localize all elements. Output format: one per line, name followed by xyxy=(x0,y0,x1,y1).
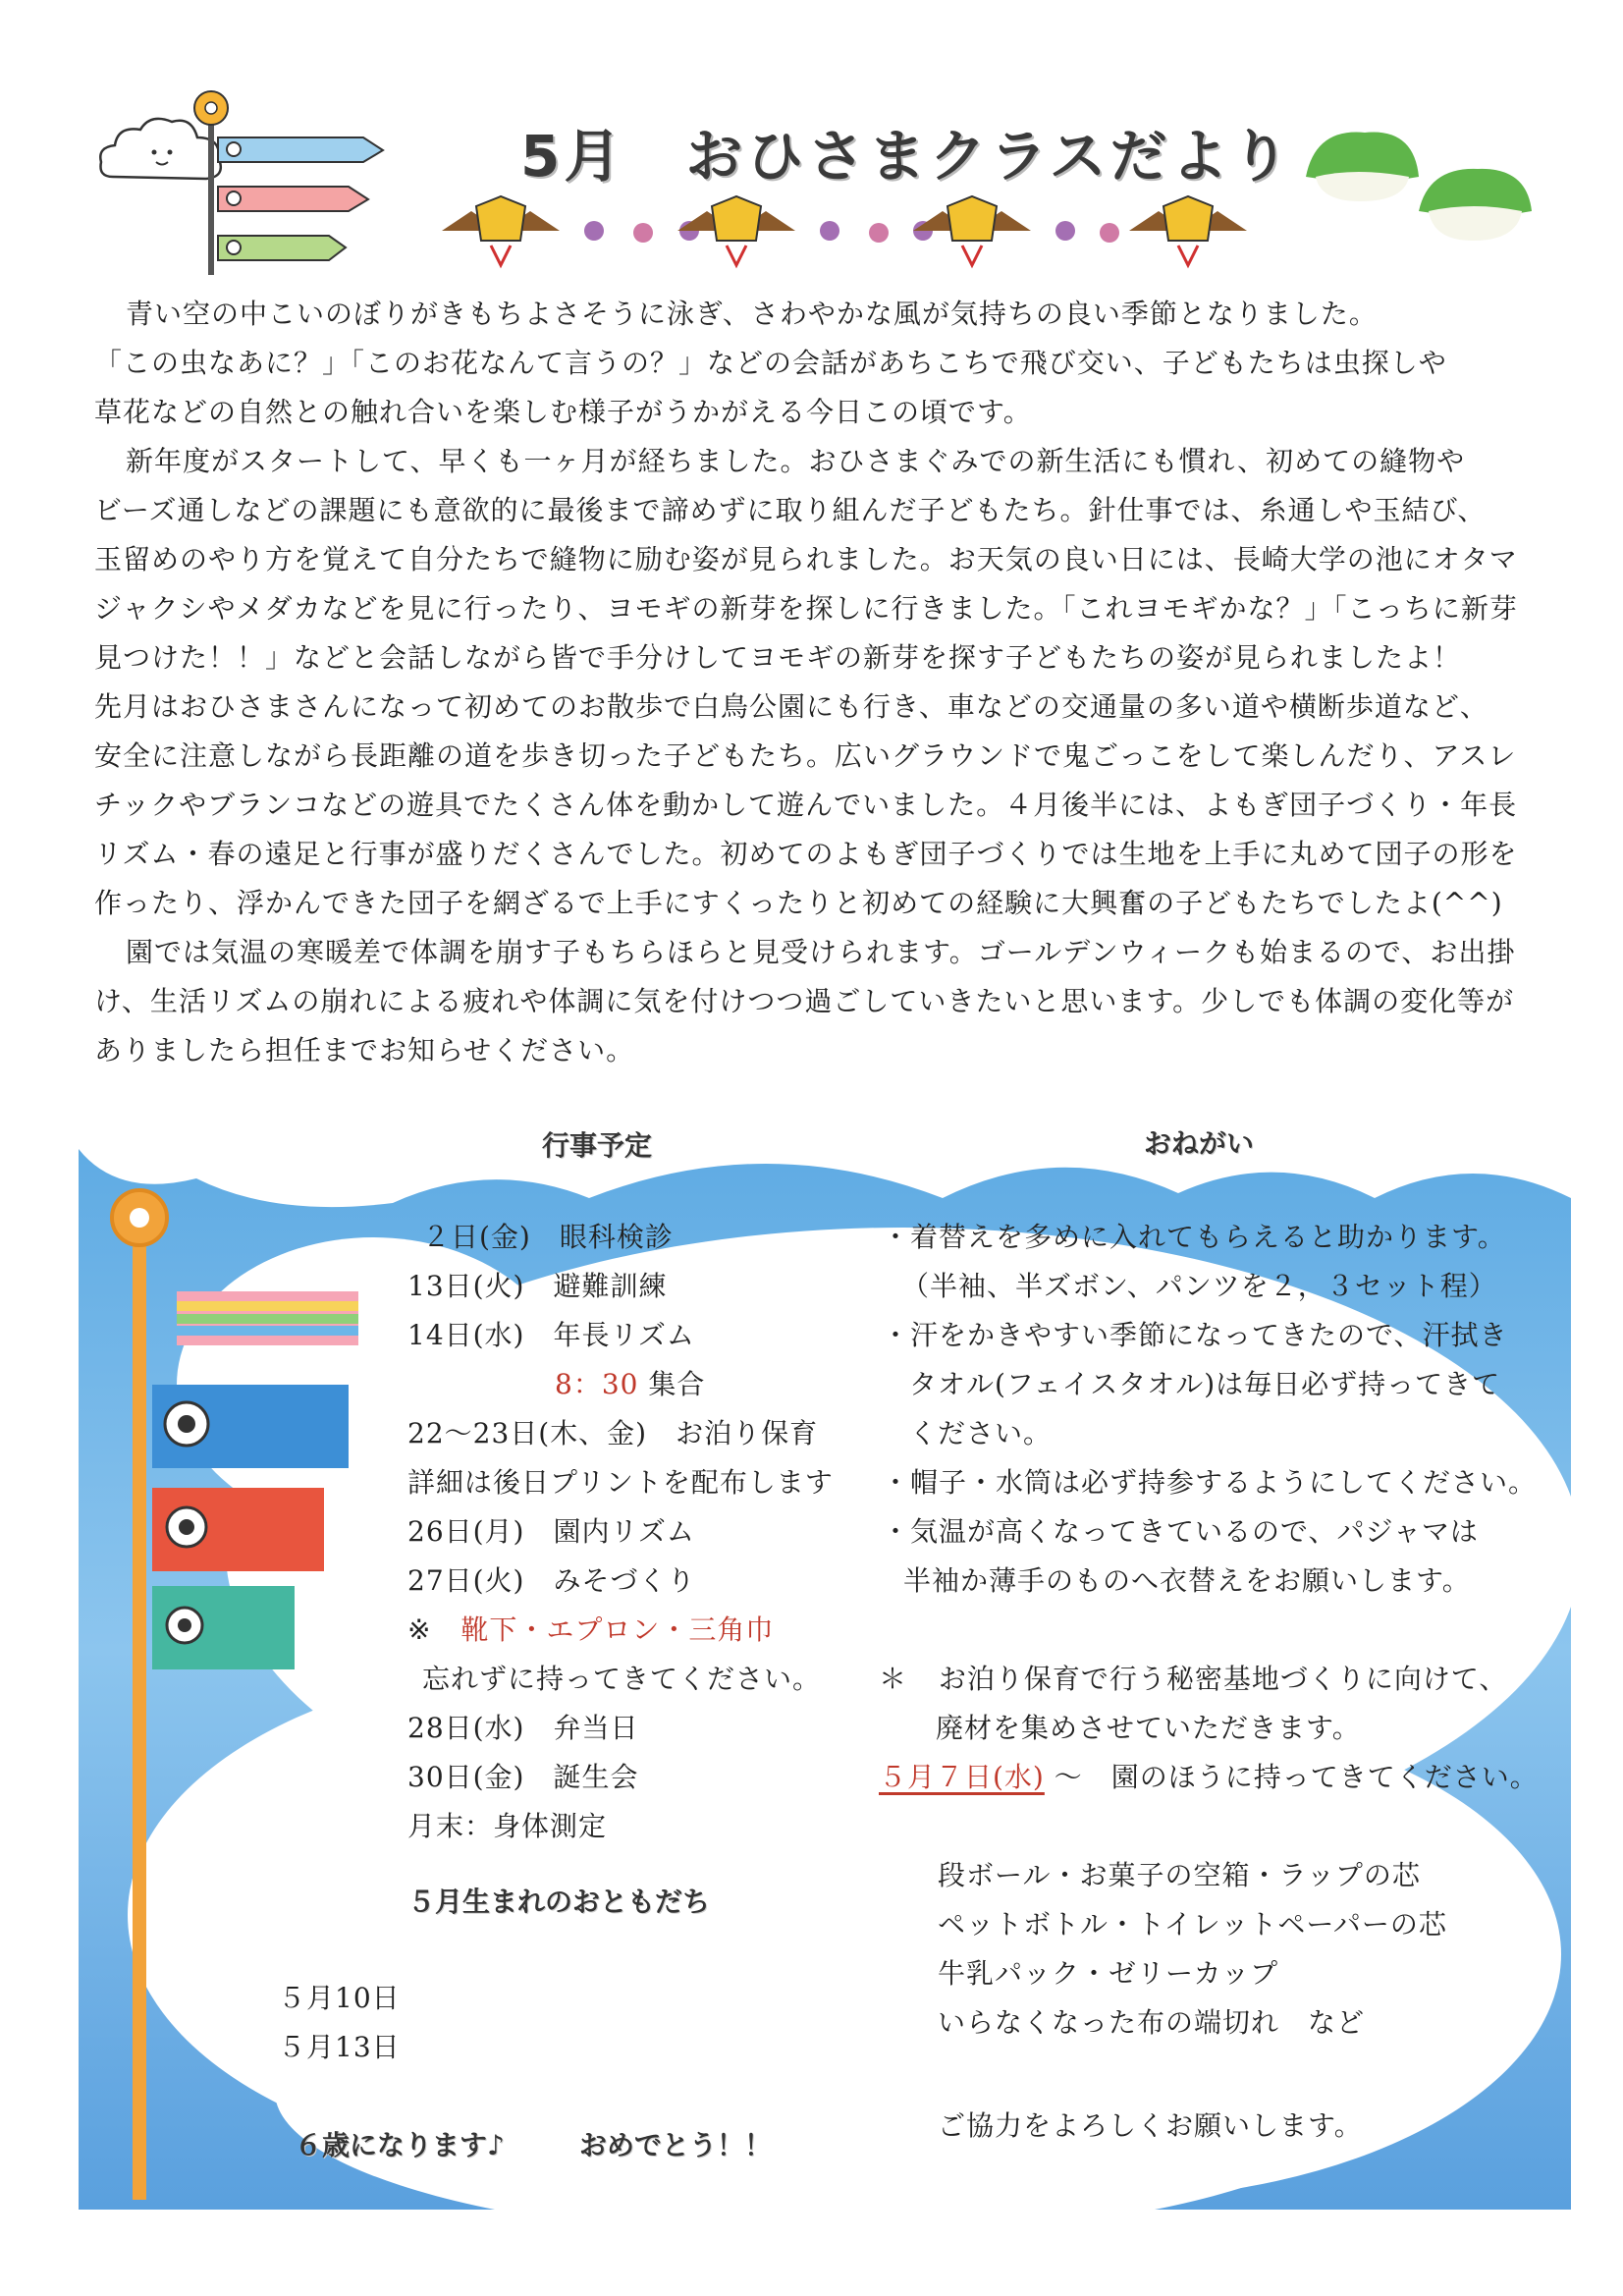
intro-paragraph: け、生活リズムの崩れによる疲れや体調に気を付けつつ過ごしていきたいと思います。少しでも体調の変化等が xyxy=(94,985,1515,1017)
intro-paragraph: 新年度がスタートして、早くも一ヶ月が経ちました。おひさまぐみでの新生活にも慣れ、初めての縫物や xyxy=(126,445,1466,477)
list-item: 28日(水) 弁当日 xyxy=(407,1712,639,1744)
intro-text xyxy=(94,290,1547,1075)
flower-icon xyxy=(584,221,699,243)
intro-paragraph: 見つけた！！」などと会話しながら皆で手分けしてヨモギの新芽を探す子どもたちの姿が見られましたよ！ xyxy=(94,641,1462,674)
list-item: ペットボトル・トイレットペーパーの芯 xyxy=(938,1908,1447,1941)
note-text: ～ 園のほうに持ってきてください。 xyxy=(1054,1761,1539,1793)
list-item: 22～23日(木、金) お泊り保育 xyxy=(407,1417,819,1449)
gathering-time: 8：30 xyxy=(555,1368,639,1400)
kabuto-icon xyxy=(913,196,1031,265)
list-item: 段ボール・お菓子の空箱・ラップの芯 xyxy=(938,1859,1421,1891)
kabuto-icon xyxy=(677,196,795,265)
list-item: 27日(火) みそづくり xyxy=(407,1564,696,1597)
note-text: お泊り保育で行う秘密基地づくりに向けて、 xyxy=(938,1663,1508,1695)
list-item: ・汗をかきやすい季節になってきたので、汗拭き xyxy=(882,1319,1508,1351)
list-item: タオル(フェイスタオル)は毎日必ず持ってきて xyxy=(909,1368,1501,1400)
intro-paragraph: 園では気温の寒暖差で体調を崩す子もちらほらと見受けられます。ゴールデンウィークも始まるので、お出掛 xyxy=(126,936,1516,968)
intro-paragraph: 青い空の中こいのぼりがきもちよさそうに泳ぎ、さわやかな風が気持ちの良い季節となりました。 xyxy=(126,298,1378,330)
list-item: （半袖、半ズボン、パンツを２，３セット程） xyxy=(901,1270,1497,1302)
birthday-date: ５月13日 xyxy=(278,2031,401,2063)
closing-line: ご協力をよろしくお願いします。 xyxy=(938,2109,1363,2142)
list-item: 忘れずに持ってきてください。 xyxy=(422,1663,822,1695)
list-item: 30日(金) 誕生会 xyxy=(407,1761,639,1793)
list-item: 26日(月) 園内リズム xyxy=(407,1515,695,1548)
birthday-list xyxy=(278,1974,401,2072)
intro-paragraph: 先月はおひさまさんになって初めてのお散歩で白鳥公園にも行き、車などの交通量の多い道や横断歩道など、 xyxy=(94,690,1488,723)
list-item: 14日(水) 年長リズム xyxy=(407,1319,695,1351)
kashiwa-mochi-icon xyxy=(1296,118,1551,255)
requests-heading: おねがい xyxy=(1144,1127,1255,1160)
note-text: 廃材を集めさせていただきます。 xyxy=(936,1712,1361,1744)
closing-text xyxy=(938,2102,1363,2151)
intro-paragraph: ありましたら担任までお知らせください。 xyxy=(94,1034,635,1066)
note-mark: ＊ xyxy=(879,1663,908,1695)
decoration-row xyxy=(432,191,1257,270)
list-item: いらなくなった布の端切れ など xyxy=(938,2006,1366,2039)
kabuto-icon xyxy=(1129,196,1247,265)
list-item: ・帽子・水筒は必ず持参するようにしてください。 xyxy=(882,1466,1538,1499)
list-item: 牛乳パック・ゼリーカップ xyxy=(938,1957,1279,1990)
list-item: ください。 xyxy=(909,1417,1053,1449)
list-item: 月末：身体測定 xyxy=(407,1810,608,1842)
events-heading: 行事予定 xyxy=(542,1129,653,1162)
items-to-bring: 靴下・エプロン・三角巾 xyxy=(460,1613,775,1646)
list-item: 集合 xyxy=(648,1368,706,1400)
list-item: 半袖か薄手のものへ衣替えをお願いします。 xyxy=(903,1564,1471,1597)
kabuto-icon xyxy=(442,196,560,265)
collection-note xyxy=(879,1655,1556,1802)
list-item: 詳細は後日プリントを配布します xyxy=(407,1466,834,1499)
materials-list xyxy=(938,1851,1447,2048)
intro-paragraph: 作ったり、浮かんできた団子を網ざるで上手にすくったりと初めての経験に大興奮の子どもたちでしたよ(^^) xyxy=(94,887,1503,919)
flower-icon xyxy=(820,221,933,243)
collection-date: ５月７日(水) xyxy=(879,1761,1045,1793)
intro-paragraph: 「この虫なあに？」「このお花なんて言うの？」などの会話があちこちで飛び交い、子どもたちは虫探しや xyxy=(94,347,1447,379)
flower-icon xyxy=(1055,221,1119,243)
intro-paragraph: 草花などの自然との触れ合いを楽しむ様子がうかがえる今日この頃です。 xyxy=(94,396,1032,428)
birthday-congrats: おめでとう！！ xyxy=(579,2129,773,2161)
events-list xyxy=(407,1213,898,1851)
birthday-age-message: ６歳になります♪ xyxy=(295,2129,505,2161)
intro-paragraph: ジャクシやメダカなどを見に行ったり、ヨモギの新芽を探しに行きました。「これヨモギかな？」「こっちに新芽 xyxy=(94,592,1518,625)
list-item: 13日(火) 避難訓練 xyxy=(407,1270,668,1302)
requests-list xyxy=(882,1213,1549,1606)
list-item: ２日(金) 眼科検診 xyxy=(422,1221,674,1253)
intro-paragraph: リズム・春の遠足と行事が盛りだくさんでした。初めてのよもぎ団子づくりでは生地を上手に丸めて団子の形を xyxy=(94,838,1518,870)
intro-paragraph: ビーズ通しなどの課題にも意欲的に最後まで諦めずに取り組んだ子どもたち。針仕事では、糸通しや玉結び、 xyxy=(94,494,1487,526)
note-mark: ※ xyxy=(407,1613,432,1646)
list-item: ・気温が高くなってきているので、パジャマは xyxy=(882,1515,1479,1548)
birthdays-heading: ５月生まれのおともだち xyxy=(407,1886,711,1918)
intro-paragraph: チックやブランコなどの遊具でたくさん体を動かして遊んでいました。４月後半には、よもぎ団子づくり・年長 xyxy=(94,789,1518,821)
intro-paragraph: 安全に注意しながら長距離の道を歩き切った子どもたち。広いグラウンドで鬼ごっこをして楽しんだり、アスレ xyxy=(94,739,1517,772)
birthday-date: ５月10日 xyxy=(278,1982,401,2014)
page-title: 5月 おひさまクラスだより xyxy=(520,123,1293,190)
koinobori-icon xyxy=(187,83,393,280)
list-item: ・着替えを多めに入れてもらえると助かります。 xyxy=(882,1221,1506,1253)
intro-paragraph: 玉留めのやり方を覚えて自分たちで縫物に励む姿が見られました。お天気の良い日には、長崎大学の池にオタマ xyxy=(94,543,1518,575)
